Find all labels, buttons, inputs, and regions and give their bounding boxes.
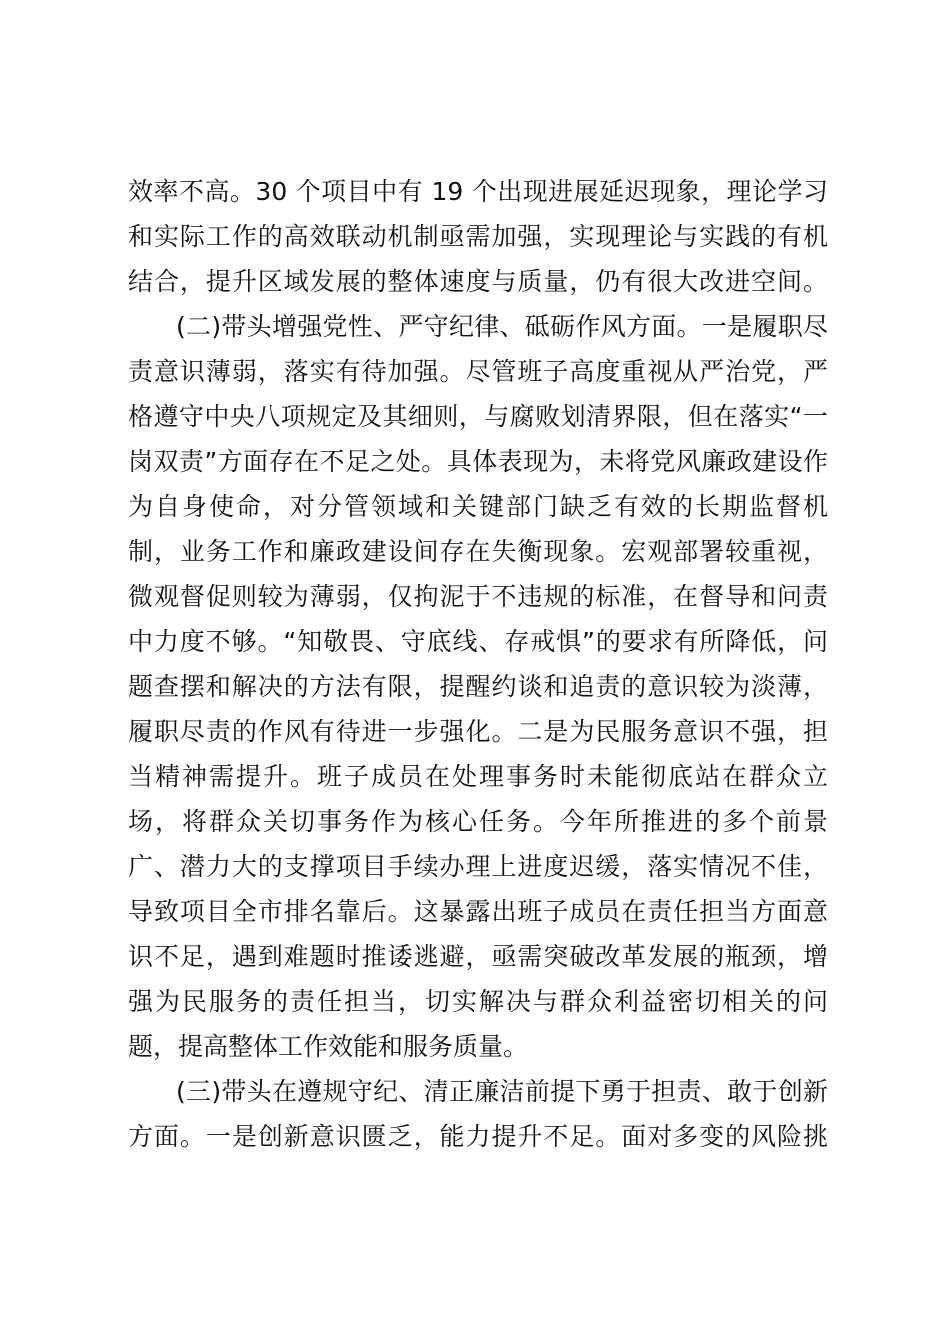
text-line-4: (二)带头增强党性、严守纪律、砥砺作风方面。一是履职尽 <box>176 312 828 341</box>
text-line-11: 中力度不够。“知敬畏、守底线、存戒惧”的要求有所降低，问 <box>128 627 828 656</box>
text-line-10: 微观督促则较为薄弱，仅拘泥于不违规的标准，在督导和问责 <box>128 582 828 611</box>
text-line-3: 结合，提升区域发展的整体速度与质量，仍有很大改进空间。 <box>128 267 828 296</box>
text-line-14: 当精神需提升。班子成员在处理事务时未能彻底站在群众立 <box>128 762 828 791</box>
text-line-16: 广、潜力大的支撑项目手续办理上进度迟缓，落实情况不佳， <box>128 852 828 881</box>
text-line-21: (三)带头在遵规守纪、清正廉洁前提下勇于担责、敢于创新 <box>176 1077 828 1106</box>
text-line-22: 方面。一是创新意识匮乏，能力提升不足。面对多变的风险挑 <box>128 1122 828 1151</box>
text-line-5: 责意识薄弱，落实有待加强。尽管班子高度重视从严治党，严 <box>128 357 828 386</box>
text-line-18: 识不足，遇到难题时推诿逃避，亟需突破改革发展的瓶颈，增 <box>128 942 828 971</box>
text-line-2: 和实际工作的高效联动机制亟需加强，实现理论与实践的有机 <box>128 222 828 251</box>
text-line-15: 场，将群众关切事务作为核心任务。今年所推进的多个前景 <box>128 807 828 836</box>
text-line-17: 导致项目全市排名靠后。这暴露出班子成员在责任担当方面意 <box>128 897 828 926</box>
text-line-19: 强为民服务的责任担当，切实解决与群众利益密切相关的问 <box>128 987 828 1016</box>
text-line-1: 效率不高。30 个项目中有 19 个出现进展延迟现象，理论学习 <box>128 177 828 206</box>
text-line-9: 制，业务工作和廉政建设间存在失衡现象。宏观部署较重视， <box>128 537 828 566</box>
text-line-20: 题，提高整体工作效能和服务质量。 <box>128 1032 529 1061</box>
text-line-8: 为自身使命，对分管领域和关键部门缺乏有效的长期监督机 <box>128 492 828 521</box>
text-line-12: 题查摆和解决的方法有限，提醒约谈和追责的意识较为淡薄， <box>128 672 828 701</box>
text-line-7: 岗双责”方面存在不足之处。具体表现为，未将党风廉政建设作 <box>128 447 828 476</box>
text-line-6: 格遵守中央八项规定及其细则，与腐败划清界限，但在落实“一 <box>128 402 828 431</box>
text-line-13: 履职尽责的作风有待进一步强化。二是为民服务意识不强，担 <box>128 717 828 746</box>
